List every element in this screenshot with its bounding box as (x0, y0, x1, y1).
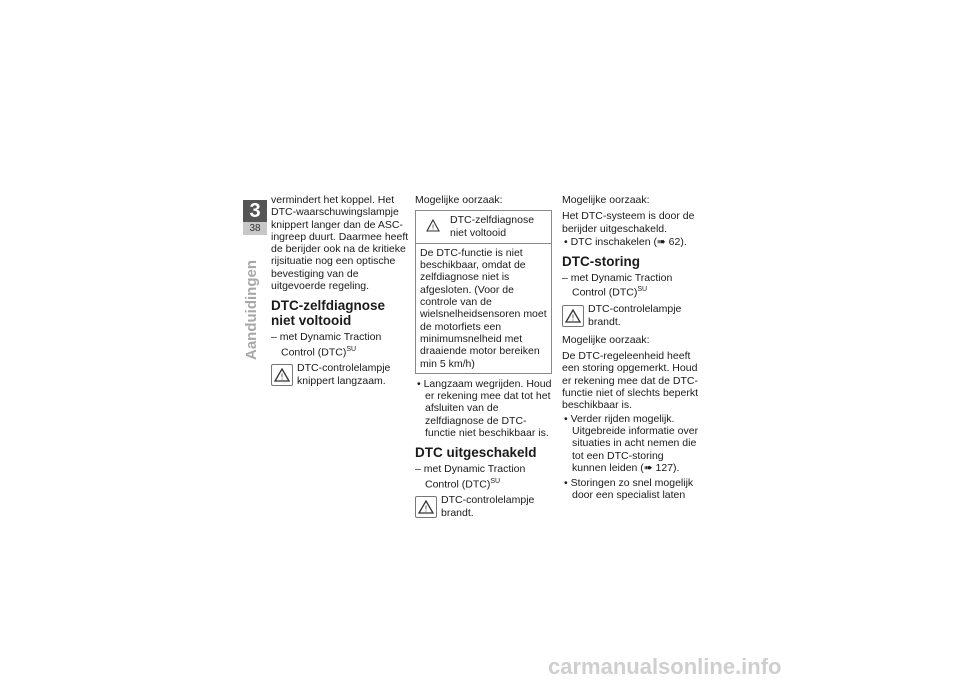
intro-paragraph: vermindert het koppel. Het DTC-waarschuwingslampje knippert langer dan de ASC-ingreep duurt. Daarmee heeft de berijder ook na de kritieke rijsituatie nog een optische bevestiging van de uitgevoerde regeling. (271, 194, 409, 293)
dtc-warning-icon (562, 305, 584, 327)
svg-text:!: ! (571, 313, 575, 323)
bullet-item: • DTC inschakelen (➠ 62). (564, 235, 687, 248)
heading-dtc-fault: DTC-storing (562, 254, 640, 270)
svg-text:!: ! (431, 223, 435, 232)
indicator-row (271, 362, 409, 387)
svg-text:!: ! (280, 372, 284, 382)
chapter-number: 3 (243, 200, 267, 222)
indicator-row (562, 303, 700, 328)
indicator-row (415, 494, 552, 519)
indicator-text: DTC-controlelampje brandt. (441, 494, 535, 519)
column-1 (271, 194, 409, 393)
bullet-item: • Langzaam wegrijden. Houd er rekening mee dat tot het afsluiten van de zelfdiagnose de DTC-functie niet beschikbaar is. (417, 377, 552, 440)
dtc-warning-icon (415, 496, 437, 518)
cause-label: Mogelijke oorzaak: (415, 194, 503, 206)
condition-line: – met Dynamic Traction Control (DTC)$^{SU}$ (562, 272, 673, 299)
bullet-item: • Verder rijden mogelijk. Uitgebreide informatie over situaties in acht nemen die tot een DTC-storing kunnen leiden (➠ 127). (564, 412, 699, 474)
cause-label: Mogelijke oorzaak: (562, 194, 650, 206)
section-label: Aanduidingen (243, 260, 260, 360)
heading-self-diagnosis: DTC-zelfdiagnose niet voltooid (271, 298, 386, 329)
indicator-text: DTC-controlelampje brandt. (588, 303, 682, 328)
svg-text:!: ! (424, 504, 428, 514)
info-box (415, 210, 552, 374)
column-2 (415, 194, 552, 525)
box-body: De DTC-functie is niet beschikbaar, omdat de zelfdiagnose niet is afgesloten. (Voor de controle van de wielsnelheidsensoren moet de motorfiets een minimumsnelheid met draaiende motor bereiken min 5 km/h) (420, 246, 547, 370)
dtc-warning-icon (271, 364, 293, 386)
indicator-text: DTC-controlelampje knippert langzaam. (297, 362, 391, 387)
cause-text: De DTC-regeleenheid heeft een storing opgemerkt. Houd er rekening mee dat de DTC-functie niet of slechts beperkt beschikbaar is. (562, 350, 698, 412)
bullet-item: • Storingen zo snel mogelijk door een specialist laten (564, 477, 694, 502)
condition-line: – met Dynamic Traction Control (DTC)$^{SU}$ (415, 463, 526, 491)
condition-line: – met Dynamic Traction Control (DTC)$^{SU}$ (271, 331, 382, 359)
cause-text: Het DTC-systeem is door de berijder uitgeschakeld. (562, 210, 695, 235)
box-header-text: DTC-zelfdiagnose niet voltooid (450, 214, 535, 239)
column-3 (562, 194, 700, 505)
page-number: 38 (243, 222, 267, 235)
cause-label: Mogelijke oorzaak: (562, 333, 650, 346)
watermark: carmanualsonline.info (548, 654, 782, 679)
box-header (416, 211, 551, 244)
dtc-small-icon (424, 216, 442, 236)
heading-dtc-off: DTC uitgeschakeld (415, 445, 537, 461)
